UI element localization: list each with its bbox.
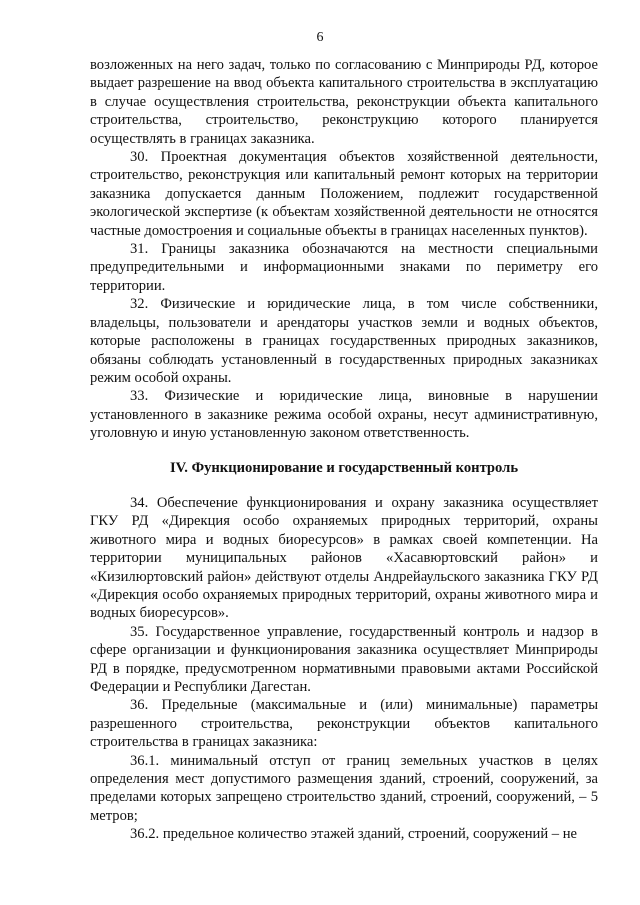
paragraph-36-2: 36.2. предельное количество этажей зданий, строений, сооружений – не <box>130 826 578 843</box>
paragraph-30: 30. Проектная документация объектов хозяйственной деятельности, строительство, реконструкция или капитальный ремонт которых на территории заказника допускается данным Положением, подлежит государственной экологической экспертизе (к объектам хозяйственной деятельности не относятся частные домостроения и социальные объекты в границах населенных пунктов). <box>90 149 598 239</box>
document-body <box>90 56 598 844</box>
paragraph-33: 33. Физические и юридические лица, виновные в нарушении установленного в заказнике режима особой охраны, несут административную, уголовную и иную установленную законом ответственность. <box>90 388 598 442</box>
paragraph-31: 31. Границы заказника обозначаются на местности специальными предупредительными и информационными знаками по периметру его территории. <box>90 241 598 294</box>
paragraph-32: 32. Физические и юридические лица, в том числе собственники, владельцы, пользователи и арендаторы участков земли и водных объектов, которые расположены в границах государственных природных заказников, обязаны соблюдать установленный в государственных природных заказниках режим особой охраны. <box>90 296 598 386</box>
paragraph-34: 34. Обеспечение функционирования и охрану заказника осуществляет ГКУ РД «Дирекция особо охраняемых природных территорий, охраны животного мира и водных биоресурсов» в рамках своей компетенции. На территории муниципальных районов «Хасавюртовский район» и «Кизилюртовский район» действуют отделы Андрейаульского заказника ГКУ РД «Дирекция особо охраняемых природных территорий, охраны животного мира и водных биоресурсов». <box>90 494 598 622</box>
paragraph-35: 35. Государственное управление, государственный контроль и надзор в сфере организации и функционирования заказника осуществляет Минприроды РД в порядке, предусмотренном нормативными правовыми актами Российской Федерации и Республики Дагестан. <box>90 623 598 695</box>
section-heading: IV. Функционирование и государственный контроль <box>169 459 519 476</box>
paragraph-36: 36. Предельные (максимальные и (или) минимальные) параметры разрешенного строительства, реконструкции объектов капитального строительства в границах заказника: <box>90 697 598 751</box>
paragraph-36-1: 36.1. минимальный отступ от границ земельных участков в целях определения мест допустимого размещения зданий, строений, сооружений, за пределами которых запрещено строительство зданий, строений, сооружений, – 5 метров; <box>90 752 598 824</box>
paragraph-continuation: возложенных на него задач, только по согласованию с Минприроды РД, которое выдает разрешение на ввод объекта капитального строительства в эксплуатацию в случае осуществления строительства, реконструкции объекта капитального строительства, строительство, реконструкцию которого планируется осуществлять в границах заказника. <box>90 57 598 147</box>
page-number: 6 <box>316 30 324 45</box>
